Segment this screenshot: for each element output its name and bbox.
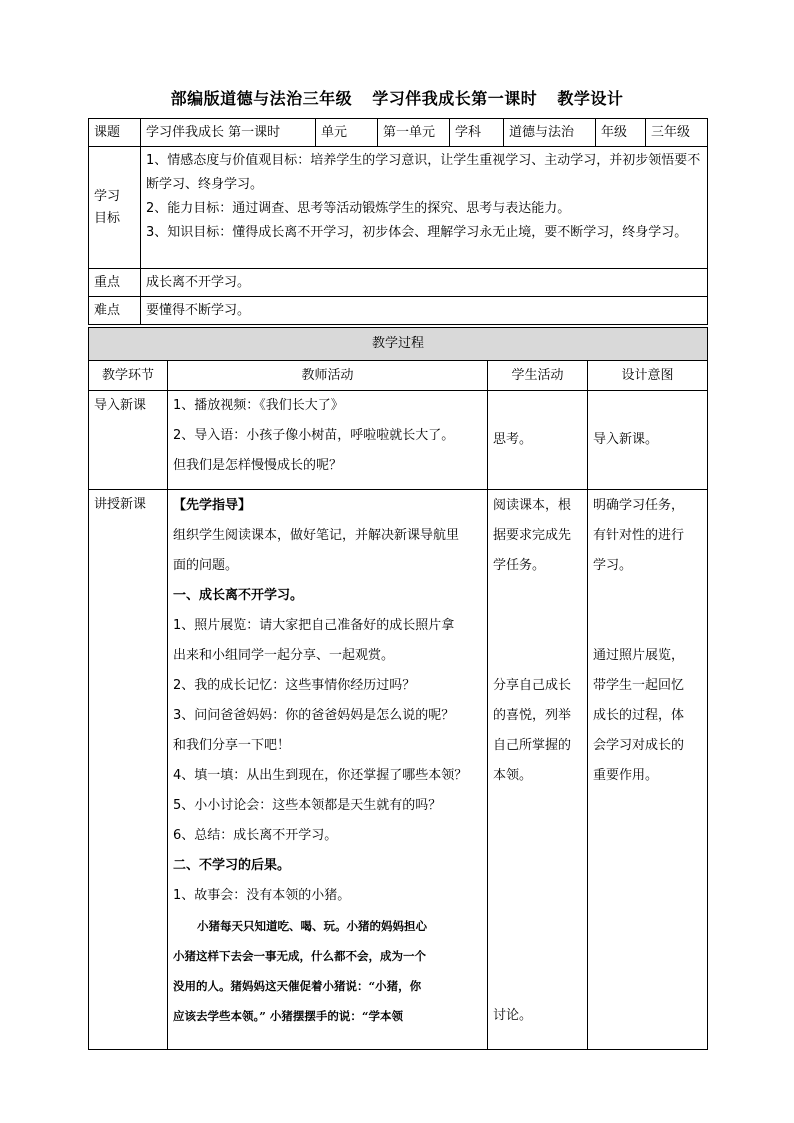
lesson-teacher-line: 组织学生阅读课本，做好笔记，并解决新课导航里 bbox=[173, 528, 460, 543]
col-header-stage: 教学环节 bbox=[89, 361, 168, 391]
student-line: 讨论。 bbox=[493, 1008, 533, 1023]
story-line: 小猪这样下去会一事无成，什么都不会，成为一个 bbox=[173, 949, 426, 963]
lesson-teacher-line: 5、小小讨论会：这些本领都是天生就有的吗？ bbox=[173, 798, 442, 813]
difficulty-value: 要懂得不断学习。 bbox=[141, 297, 708, 325]
lesson-teacher-line: 1、照片展览：请大家把自己准备好的成长照片拿 bbox=[173, 618, 455, 633]
goals-label-line1: 学习 bbox=[94, 188, 121, 204]
key-point-label: 重点 bbox=[89, 269, 141, 297]
student-line: 据要求完成先 bbox=[493, 528, 572, 543]
page-title: 部编版道德与法治三年级 学习伴我成长第一课时 教学设计 bbox=[170, 89, 624, 108]
intro-stage: 导入新课 bbox=[89, 391, 168, 490]
intent-line: 会学习对成长的 bbox=[593, 738, 685, 753]
lesson-teacher-line: 6、总结：成长离不开学习。 bbox=[173, 828, 338, 843]
grade-label: 年级 bbox=[596, 119, 646, 147]
lesson-teacher-line: 【先学指导】 bbox=[173, 498, 252, 513]
unit-label: 单元 bbox=[316, 119, 378, 147]
goals-label bbox=[89, 147, 141, 269]
story-line: 应该去学些本领。” 小猪摆摆手的说：“学本领 bbox=[173, 1009, 403, 1023]
student-line: 自己所掌握的 bbox=[493, 738, 572, 753]
lesson-section-heading: 二、不学习的后果。 bbox=[173, 858, 291, 873]
student-line: 阅读课本，根 bbox=[493, 498, 572, 513]
lesson-intent bbox=[588, 490, 708, 1050]
story-line: 小猪每天只知道吃、喝、玩。小猪的妈妈担心 bbox=[197, 919, 427, 933]
intro-teacher bbox=[168, 391, 488, 490]
lesson-stage: 讲授新课 bbox=[89, 490, 168, 1050]
intent-line: 学习。 bbox=[593, 558, 633, 573]
topic-value: 学习伴我成长 第一课时 bbox=[141, 119, 316, 147]
subject-label: 学科 bbox=[450, 119, 504, 147]
lesson-teacher-line: 面的问题。 bbox=[173, 558, 239, 573]
process-table bbox=[88, 327, 708, 1050]
unit-value: 第一单元 bbox=[378, 119, 450, 147]
lesson-teacher-line: 2、我的成长记忆：这些事情你经历过吗？ bbox=[173, 678, 416, 693]
goal-item-2: 2、能力目标：通过调查、思考等活动锻炼学生的探究、思考与表达能力。 bbox=[146, 201, 571, 216]
intent-line: 通过照片展览， bbox=[593, 648, 685, 663]
lesson-teacher-line: 1、故事会：没有本领的小猪。 bbox=[173, 888, 351, 903]
goal-item-3: 3、知识目标：懂得成长离不开学习，初步体会、理解学习永无止境，要不断学习，终身学习。 bbox=[146, 225, 688, 240]
goal-item-1: 1、情感态度与价值观目标：培养学生的学习意识，让学生重视学习、主动学习，并初步领悟要不断学习、终身学习。 bbox=[146, 153, 701, 192]
col-header-intent: 设计意图 bbox=[588, 361, 708, 391]
lesson-teacher-line: 和我们分享一下吧！ bbox=[173, 738, 291, 753]
lesson-teacher-line: 4、填一填：从出生到现在，你还掌握了哪些本领？ bbox=[173, 768, 468, 783]
lesson-teacher-line: 3、问问爸爸妈妈：你的爸爸妈妈是怎么说的呢？ bbox=[173, 708, 455, 723]
intent-line: 有针对性的进行 bbox=[593, 528, 685, 543]
student-line: 本领。 bbox=[493, 768, 533, 783]
col-header-teacher: 教师活动 bbox=[168, 361, 488, 391]
story-line: 没用的人。猪妈妈这天催促着小猪说：“小猪，你 bbox=[173, 979, 422, 993]
lesson-student bbox=[488, 490, 588, 1050]
goals-label-line2: 目标 bbox=[94, 210, 121, 226]
intro-intent: 导入新课。 bbox=[588, 391, 708, 490]
difficulty-label: 难点 bbox=[89, 297, 141, 325]
lesson-teacher bbox=[168, 490, 488, 1050]
student-line: 分享自己成长 bbox=[493, 678, 572, 693]
intro-teacher-line: 2、导入语：小孩子像小树苗，呼啦啦就长大了。 bbox=[173, 428, 455, 443]
key-point-value: 成长离不开学习。 bbox=[141, 269, 708, 297]
intro-student: 思考。 bbox=[488, 391, 588, 490]
process-title: 教学过程 bbox=[89, 328, 708, 361]
grade-value: 三年级 bbox=[646, 119, 708, 147]
lesson-section-heading: 一、成长离不开学习。 bbox=[173, 588, 304, 603]
student-line: 的喜悦，列举 bbox=[493, 708, 572, 723]
intro-teacher-line: 1、播放视频：《我们长大了》 bbox=[173, 398, 344, 413]
intent-line: 明确学习任务， bbox=[593, 498, 685, 513]
intro-teacher-line: 但我们是怎样慢慢成长的呢？ bbox=[173, 458, 343, 473]
info-table bbox=[88, 118, 708, 325]
topic-label: 课题 bbox=[89, 119, 141, 147]
intent-line: 带学生一起回忆 bbox=[593, 678, 685, 693]
intent-line: 成长的过程，体 bbox=[593, 708, 685, 723]
subject-value: 道德与法治 bbox=[504, 119, 596, 147]
intent-line: 重要作用。 bbox=[593, 768, 659, 783]
lesson-teacher-line: 出来和小组同学一起分享、一起观赏。 bbox=[173, 648, 395, 663]
student-line: 学任务。 bbox=[493, 558, 546, 573]
goals-content bbox=[141, 147, 708, 269]
col-header-student: 学生活动 bbox=[488, 361, 588, 391]
